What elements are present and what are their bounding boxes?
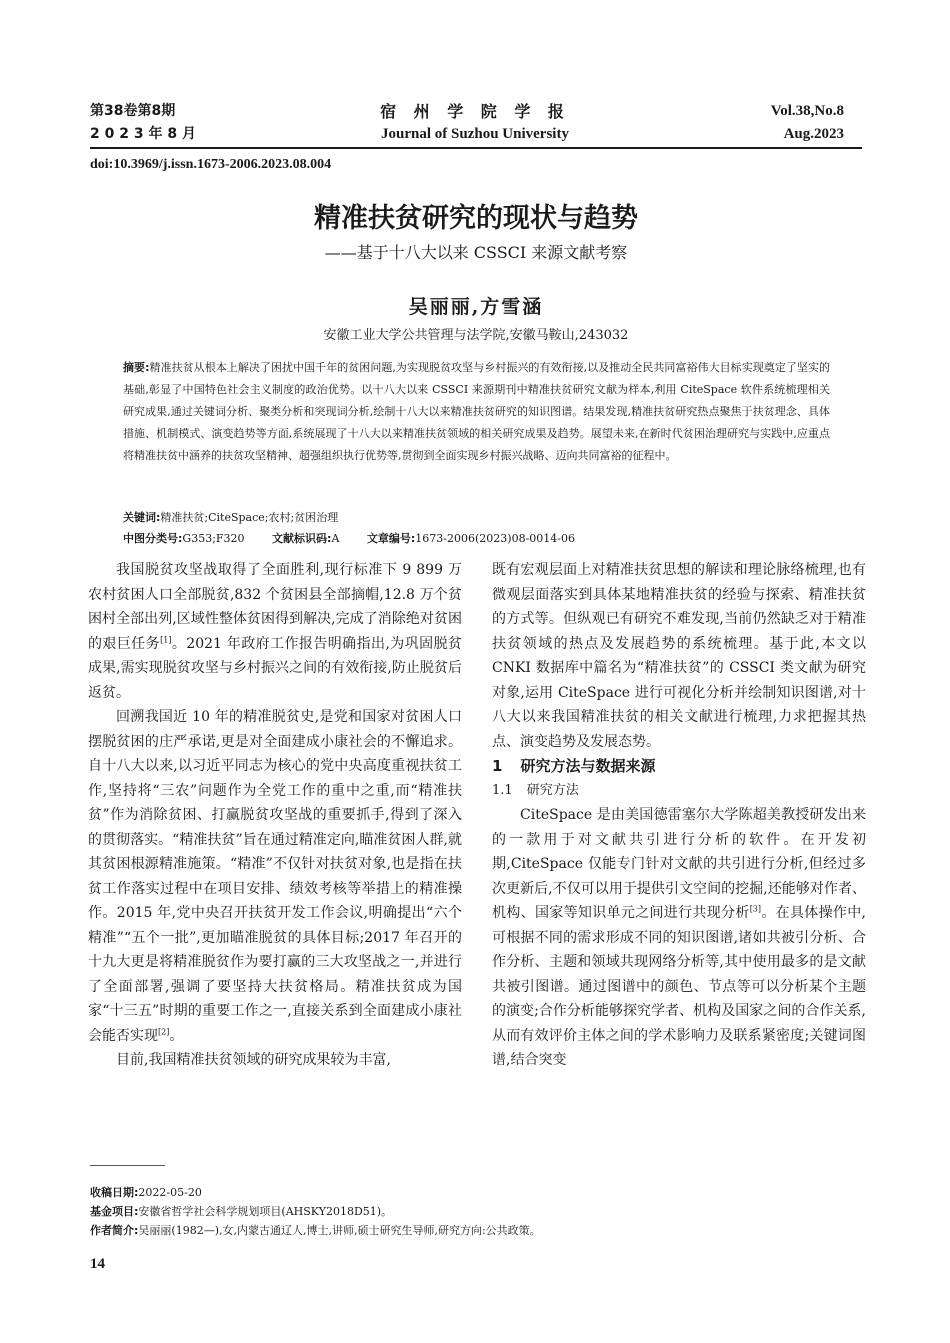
classification-line [123, 530, 575, 546]
doc-code-value: A [331, 532, 340, 545]
fund-label: 基金项目: [90, 1205, 139, 1218]
section-title: 研究方法与数据来源 [520, 757, 656, 775]
date-label-cn: 2 0 2 3 年 8 月 [90, 126, 196, 142]
affiliation: 安徽工业大学公共管理与法学院,安徽马鞍山,243032 [323, 328, 629, 343]
volume-issue-en [771, 100, 844, 146]
paragraph-text: 回溯我国近 10 年的精准脱贫史,是党和国家对贫困人口摆脱贫困的庄严承诺,更是对全面建成小康社会的不懈追求。自十八大以来,以习近平同志为核心的党中央高度重视扶贫工作,坚持将“三农”问题作为全党工作的重中之重,而“精准扶贫”作为消除贫困、打赢脱贫攻坚战的重要抓手,得到了深入的贯彻落实。“精准扶贫”旨在通过精准定向,瞄准贫困人群,就其贫困根源精准施策。“精准”不仅针对扶贫对象,也是指在扶贫工作落实过程中在项目安排、绩效考核等举措上的精准操作。2015 年,党中央召开扶贫开发工作会议,明确提出“六个精准”“五个一批”,更加瞄准脱贫的具体目标;2017 年召开的十九大更是将精准脱贫作为要打赢的三大攻坚战之一,并进行了全面部署,强调了要坚持大扶贫格局。精准扶贫成为国家“十三五”时期的重要工作之一,直接关系到全面建成小康社会能否实现 [88, 709, 462, 1044]
authors: 吴丽丽,方雪涵 [408, 296, 544, 318]
page-number: 14 [90, 1256, 105, 1272]
paragraph-text: 既有宏观层面上对精准扶贫思想的解读和理论脉络梳理,也有微观层面落实到具体某地精准扶贫的经验与探索、精准扶贫的方式等。但纵观已有研究不难发现,当前仍然缺乏对于精准扶贫领域的热点及发展趋势的系统梳理。基于此,本文以 CNKI 数据库中篇名为“精准扶贫”的 CSSCI 类文献为研究对象,运用 CiteSpace 进行可视化分析并绘制知识图谱,对十八大以来我国精准扶贫的相关文献进行梳理,力求把握其热点、演变趋势及发展态势。 [492, 562, 866, 750]
keywords [123, 509, 338, 525]
volume-label-cn: 第38卷第8期 [90, 103, 176, 119]
fund-text: 安徽省哲学社会科学规划项目(AHSKY2018D51)。 [138, 1205, 393, 1218]
paragraph-text: CiteSpace 是由美国德雷塞尔大学陈超美教授研发出来的一款用于对文献共引进行分析的软件。在开发初期,CiteSpace 仅能专门针对文献的共引进行分析,但经过多次更新后,不仅可以用于提供引文空间的挖掘,还能够对作者、机构、国家等知识单元之间进行共现分析 [492, 807, 866, 921]
abstract [123, 357, 830, 467]
paragraph [492, 803, 866, 1073]
paragraph [88, 705, 462, 1048]
paragraph [88, 1048, 462, 1073]
body-column-left [88, 558, 462, 1073]
subsection-heading [492, 779, 866, 804]
received-label: 收稿日期: [90, 1186, 139, 1199]
footnote-received [90, 1183, 202, 1202]
doc-code-label: 文献标识码: [272, 532, 332, 545]
paragraph-text: 我国脱贫攻坚战取得了全面胜利,现行标准下 9 899 万农村贫困人口全部脱贫,832 个贫困县全部摘帽,12.8 万个贫困村全部出列,区域性整体贫困得到解决,完成了消除绝对贫困的艰巨任务 [88, 562, 462, 652]
abstract-text: 精准扶贫从根本上解决了困扰中国千年的贫困问题,为实现脱贫攻坚与乡村振兴的有效衔接,以及推动全民共同富裕伟大目标实现奠定了坚实的基础,彰显了中国特色社会主义制度的政治优势。以十八大以来 CSSCI 来源期刊中精准扶贫研究文献为样本,利用 CiteSpace 软件系统梳理相关研究成果,通过关键词分析、聚类分析和突现词分析,绘制十八大以来精准扶贫研究的知识图谱。结果发现,精准扶贫研究热点聚焦于扶贫理念、具体措施、机制模式、演变趋势等方面,系统展现了十八大以来精准扶贫领域的相关研究成果及趋势。展望未来,在新时代贫困治理研究与实践中,应重点将精准扶贫中涵养的扶贫攻坚精神、超强组织执行优势等,贯彻到全面实现乡村振兴战略、迈向共同富裕的征程中。 [123, 361, 830, 462]
subsection-number: 1.1 [492, 782, 513, 798]
section-number: 1 [492, 757, 503, 775]
header-rule [90, 147, 862, 149]
footnote-rule [90, 1165, 165, 1166]
journal-name [300, 100, 650, 146]
paragraph-text: 。2021 年政府工作报告明确指出,为巩固脱贫成果,需实现脱贫攻坚与乡村振兴之间的有效衔接,防止脱贫后返贫。 [88, 635, 462, 701]
body-column-right [492, 558, 866, 1073]
keywords-label: 关键词: [123, 511, 161, 524]
subsection-title: 研究方法 [526, 782, 579, 798]
received-date: 2022-05-20 [138, 1186, 202, 1199]
article-title: 精准扶贫研究的现状与趋势 [314, 203, 638, 234]
date-label-en: Aug.2023 [783, 126, 844, 142]
volume-label-en: Vol.38,No.8 [770, 103, 844, 119]
keywords-text: 精准扶贫;CiteSpace;农村;贫困治理 [160, 511, 339, 524]
author-bio-text: 吴丽丽(1982—),女,内蒙古通辽人,博士,讲师,硕士研究生导师,研究方向:公共政策。 [138, 1224, 541, 1237]
footnote-fund [90, 1202, 392, 1221]
paragraph-text: 目前,我国精准扶贫领域的研究成果较为丰富, [116, 1052, 391, 1068]
article-number-label: 文章编号: [366, 532, 416, 545]
author-bio-label: 作者简介: [90, 1224, 139, 1237]
journal-name-cn: 宿 州 学 院 学 报 [380, 102, 570, 121]
paragraph-text: 。 [169, 1027, 184, 1044]
article-number-value: 1673-2006(2023)08-0014-06 [415, 532, 576, 545]
article-subtitle: ——基于十八大以来 CSSCI 来源文献考察 [324, 243, 628, 262]
abstract-label: 摘要: [123, 361, 150, 374]
section-heading [492, 754, 866, 779]
citation-ref[interactable]: [3] [749, 904, 762, 914]
clc-value: G353;F320 [182, 532, 245, 545]
volume-issue-cn [90, 100, 196, 146]
citation-ref[interactable]: [1] [160, 634, 172, 644]
journal-name-en: Journal of Suzhou University [381, 126, 569, 142]
paragraph [492, 558, 866, 754]
citation-ref[interactable]: [2] [158, 1026, 170, 1036]
paragraph-text: 。在具体操作中,可根据不同的需求形成不同的知识图谱,诸如共被引分析、合作分析、主题和领域共现网络分析等,其中使用最多的是文献共被引图谱。通过图谱中的颜色、节点等可以分析某个主题的演变;合作分析能够探究学者、机构及国家之间的合作关系,从而有效评价主体之间的学术影响力及联系紧密度;关键词图谱,结合突变 [492, 905, 867, 1068]
clc-label: 中图分类号: [123, 532, 183, 545]
paragraph [88, 558, 462, 705]
doi[interactable]: doi:10.3969/j.issn.1673-2006.2023.08.004 [90, 157, 332, 172]
footnote-author [90, 1221, 541, 1240]
